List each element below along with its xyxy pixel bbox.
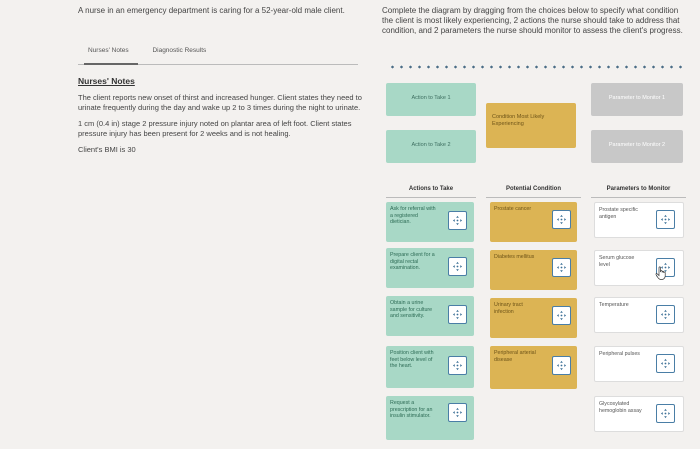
choice-label: Diabetes mellitus: [494, 254, 535, 260]
move-arrows-icon[interactable]: [656, 354, 675, 373]
choice-label: Peripheral pulses: [599, 351, 640, 357]
choice-card-condition[interactable]: [490, 298, 577, 338]
move-arrows-icon[interactable]: [552, 210, 571, 229]
choice-label: Prostate specific antigen: [599, 207, 638, 220]
move-arrows-icon[interactable]: [552, 258, 571, 277]
choice-label: Request a prescription for an insulin stimulator.: [390, 400, 433, 420]
notes-paragraph: The client reports new onset of thirst and increased hunger. Client states they need to urinate frequently during the day and wake up 2 to 3 times during the night to urinate.: [78, 93, 362, 112]
move-arrows-icon[interactable]: [448, 356, 467, 375]
column-divider: [486, 197, 581, 198]
move-arrows-icon[interactable]: [656, 305, 675, 324]
choice-label: Peripheral arterial disease: [494, 350, 536, 363]
tab-diagnostic-results[interactable]: Diagnostic Results: [152, 47, 207, 54]
drop-zone-parameter-2[interactable]: Parameter to Monitor 2: [591, 130, 683, 163]
drop-zone-parameter-1[interactable]: Parameter to Monitor 1: [591, 83, 683, 116]
tab-nurses-notes[interactable]: Nurses' Notes: [88, 47, 129, 54]
move-arrows-icon[interactable]: [656, 210, 675, 229]
drop-zone-condition[interactable]: Condition Most Likely Experiencing: [486, 103, 576, 148]
choice-card-condition[interactable]: [490, 202, 577, 242]
choice-label: Prostate cancer: [494, 206, 532, 212]
choice-label: Serum glucose level: [599, 255, 635, 268]
move-arrows-icon[interactable]: [552, 306, 571, 325]
choice-card-parameter[interactable]: [594, 202, 684, 238]
choice-label: Position client with feet below level of the heart.: [390, 350, 434, 370]
move-arrows-icon[interactable]: [448, 305, 467, 324]
tab-bar: [88, 47, 228, 54]
choice-card-condition[interactable]: [490, 346, 577, 389]
active-tab-indicator: [84, 63, 138, 65]
notes-title: Nurses' Notes: [78, 76, 135, 86]
choice-label: Obtain a urine sample for culture and sensitivity.: [390, 300, 433, 320]
nurses-notes-panel: [78, 76, 370, 161]
choice-label: Urinary tract infection: [494, 302, 523, 315]
move-arrows-icon[interactable]: [448, 211, 467, 230]
drop-zone-action-1[interactable]: Action to Take 1: [386, 83, 476, 116]
choice-label: Ask for referral with a registered dietician.: [390, 206, 436, 226]
move-arrows-icon[interactable]: [552, 356, 571, 375]
move-arrows-icon[interactable]: [448, 257, 467, 276]
move-arrows-icon[interactable]: [656, 404, 675, 423]
dotted-divider: [388, 64, 688, 70]
choice-card-condition[interactable]: [490, 250, 577, 290]
choice-card-parameter[interactable]: [594, 346, 684, 382]
instructions: Complete the diagram by dragging from the choices below to specify what condition the client is most likely experiencing, 2 actions the nurse should take to address that condition, and 2 parameters the nurse should monitor to assess the client's progress.: [382, 6, 683, 35]
drop-zone-action-2[interactable]: Action to Take 2: [386, 130, 476, 163]
actions-column-header: Actions to Take: [408, 186, 454, 192]
hand-cursor-icon: [655, 266, 667, 280]
column-divider: [386, 197, 476, 198]
notes-paragraph: Client's BMI is 30: [78, 145, 136, 154]
notes-paragraph: 1 cm (0.4 in) stage 2 pressure injury noted on plantar area of left foot. Client states pressure injury has been present for 2 weeks and is not healing.: [78, 119, 352, 138]
conditions-column-header: Potential Condition: [506, 186, 561, 192]
question-stem: A nurse in an emergency department is caring for a 52-year-old male client.: [78, 6, 345, 15]
choice-card-action[interactable]: [386, 346, 474, 388]
move-arrows-icon[interactable]: [448, 403, 467, 422]
choice-card-action[interactable]: [386, 248, 474, 288]
choice-label: Prepare client for a digital rectal examination.: [390, 252, 435, 272]
choice-label: Temperature: [599, 302, 629, 308]
choice-card-parameter[interactable]: [594, 297, 684, 333]
choice-card-action[interactable]: [386, 296, 474, 336]
choice-card-parameter[interactable]: [594, 396, 684, 432]
choice-card-action[interactable]: [386, 202, 474, 242]
choice-card-action[interactable]: [386, 396, 474, 440]
choice-label: Glycosylated hemoglobin assay: [599, 401, 642, 414]
choice-card-parameter[interactable]: [594, 250, 684, 286]
column-divider: [591, 197, 686, 198]
parameters-column-header: Parameters to Monitor: [606, 186, 671, 192]
